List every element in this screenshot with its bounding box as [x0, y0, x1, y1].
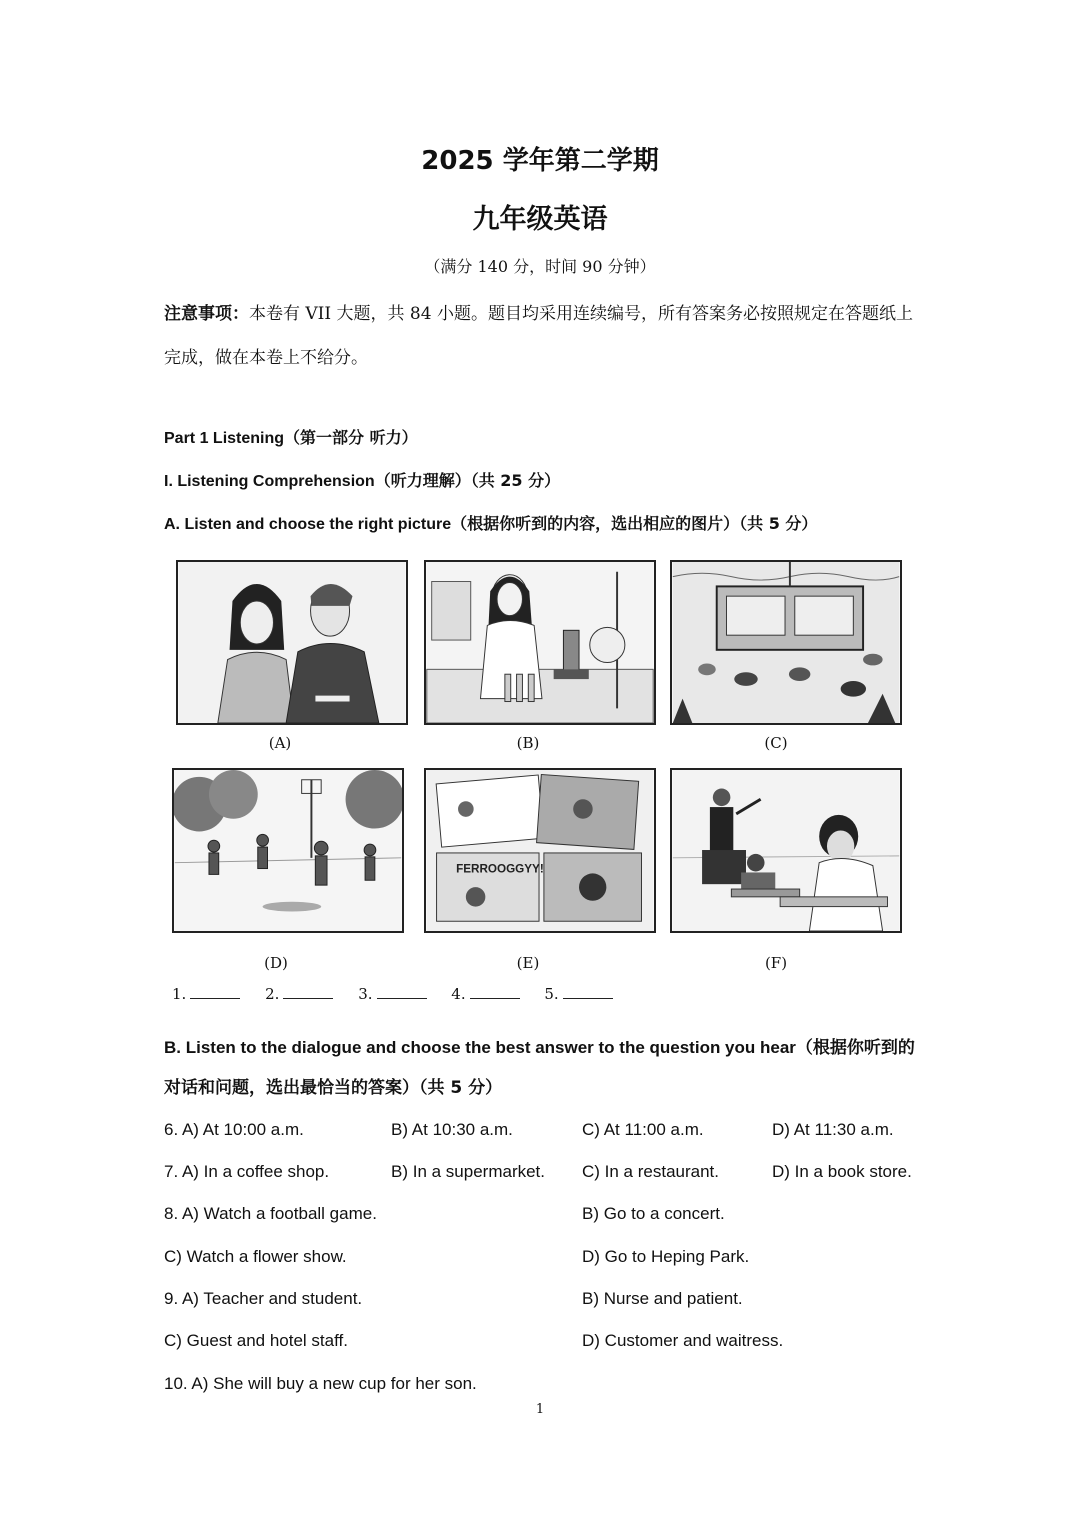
part1-title-cn: （第一部分 听力）: [284, 428, 418, 447]
answer-blank-3[interactable]: 3.: [358, 984, 426, 1003]
q8-option-b: B) Go to a concert.: [582, 1204, 725, 1223]
part1-heading: [164, 425, 418, 448]
sectionB-title-cn: （根据你听到的对话和问题，选出最恰当的答案）（共 5 分）: [164, 1038, 915, 1098]
sectionA-title-en: A. Listen and choose the right picture: [164, 516, 452, 533]
q6-option-c: C) At 11:00 a.m.: [582, 1120, 704, 1139]
page-number: 1: [535, 1402, 545, 1417]
q8-option-a: 8. A) Watch a football game.: [164, 1204, 377, 1223]
picture-label-c: (C): [764, 734, 788, 752]
svg-text:FERROOGGYY!: FERROOGGYY!: [456, 862, 544, 876]
sectionA-heading: [164, 511, 817, 534]
sectionB-heading: [164, 1028, 924, 1108]
q7-option-a: 7. A) In a coffee shop.: [164, 1162, 330, 1181]
answer-blank-5[interactable]: 5.: [544, 984, 612, 1003]
picture-label-f: (F): [764, 954, 788, 972]
answer-blank-2[interactable]: 2.: [265, 984, 333, 1003]
section1-heading: [164, 468, 560, 491]
q7-option-b: B) In a supermarket.: [391, 1162, 546, 1181]
scientist-lab-picture: [424, 560, 656, 725]
q10-option-a: 10. A) She will buy a new cup for her son.: [164, 1374, 477, 1393]
answer-blank-1[interactable]: 1.: [172, 984, 240, 1003]
underwater-hotel-picture: [670, 560, 902, 725]
q9-option-c: C) Guest and hotel staff.: [164, 1331, 348, 1350]
q7-option-d: D) In a book store.: [772, 1162, 912, 1181]
section1-title-en: I. Listening Comprehension: [164, 473, 375, 490]
exam-title-subject: 九年级英语: [472, 204, 608, 235]
part1-title-en: Part 1 Listening: [164, 430, 285, 447]
q9-option-d: D) Customer and waitress.: [582, 1331, 784, 1350]
q8-option-c: C) Watch a flower show.: [164, 1247, 347, 1266]
children-playground-picture: [172, 768, 404, 933]
answer-blank-4[interactable]: 4.: [451, 984, 519, 1003]
notice-label: 注意事项：: [164, 304, 249, 324]
sectionB-title-en: B. Listen to the dialogue and choose the best answer to the question you hear: [164, 1038, 796, 1057]
picture-label-a: (A): [268, 734, 292, 752]
score-info: （满分 140 分，时间 90 分钟）: [424, 257, 656, 276]
section1-title-cn: （听力理解）（共 25 分）: [374, 471, 561, 490]
notice-paragraph: [164, 292, 924, 380]
answer-blanks: [172, 984, 633, 1003]
q7-option-c: C) In a restaurant.: [582, 1162, 720, 1181]
q9-option-a: 9. A) Teacher and student.: [164, 1289, 363, 1308]
classroom-picture: [670, 768, 902, 933]
comic-book-picture: [424, 768, 656, 933]
q6-option-b: B) At 10:30 a.m.: [391, 1120, 513, 1139]
q8-option-d: D) Go to Heping Park.: [582, 1247, 750, 1266]
couple-hanfu-picture: [176, 560, 408, 725]
q6-option-d: D) At 11:30 a.m.: [772, 1120, 894, 1139]
picture-label-e: (E): [516, 954, 540, 972]
sectionA-title-cn: （根据你听到的内容，选出相应的图片）（共 5 分）: [451, 514, 818, 533]
notice-text: 本卷有 VII 大题，共 84 小题。题目均采用连续编号，所有答案务必按照规定在答题纸上完成，做在本卷上不给分。: [164, 304, 913, 368]
picture-label-b: (B): [516, 734, 540, 752]
exam-title-year: 2025 学年第二学期: [421, 146, 659, 176]
picture-label-d: (D): [264, 954, 288, 972]
q9-option-b: B) Nurse and patient.: [582, 1289, 743, 1308]
q6-option-a: 6. A) At 10:00 a.m.: [164, 1120, 304, 1139]
